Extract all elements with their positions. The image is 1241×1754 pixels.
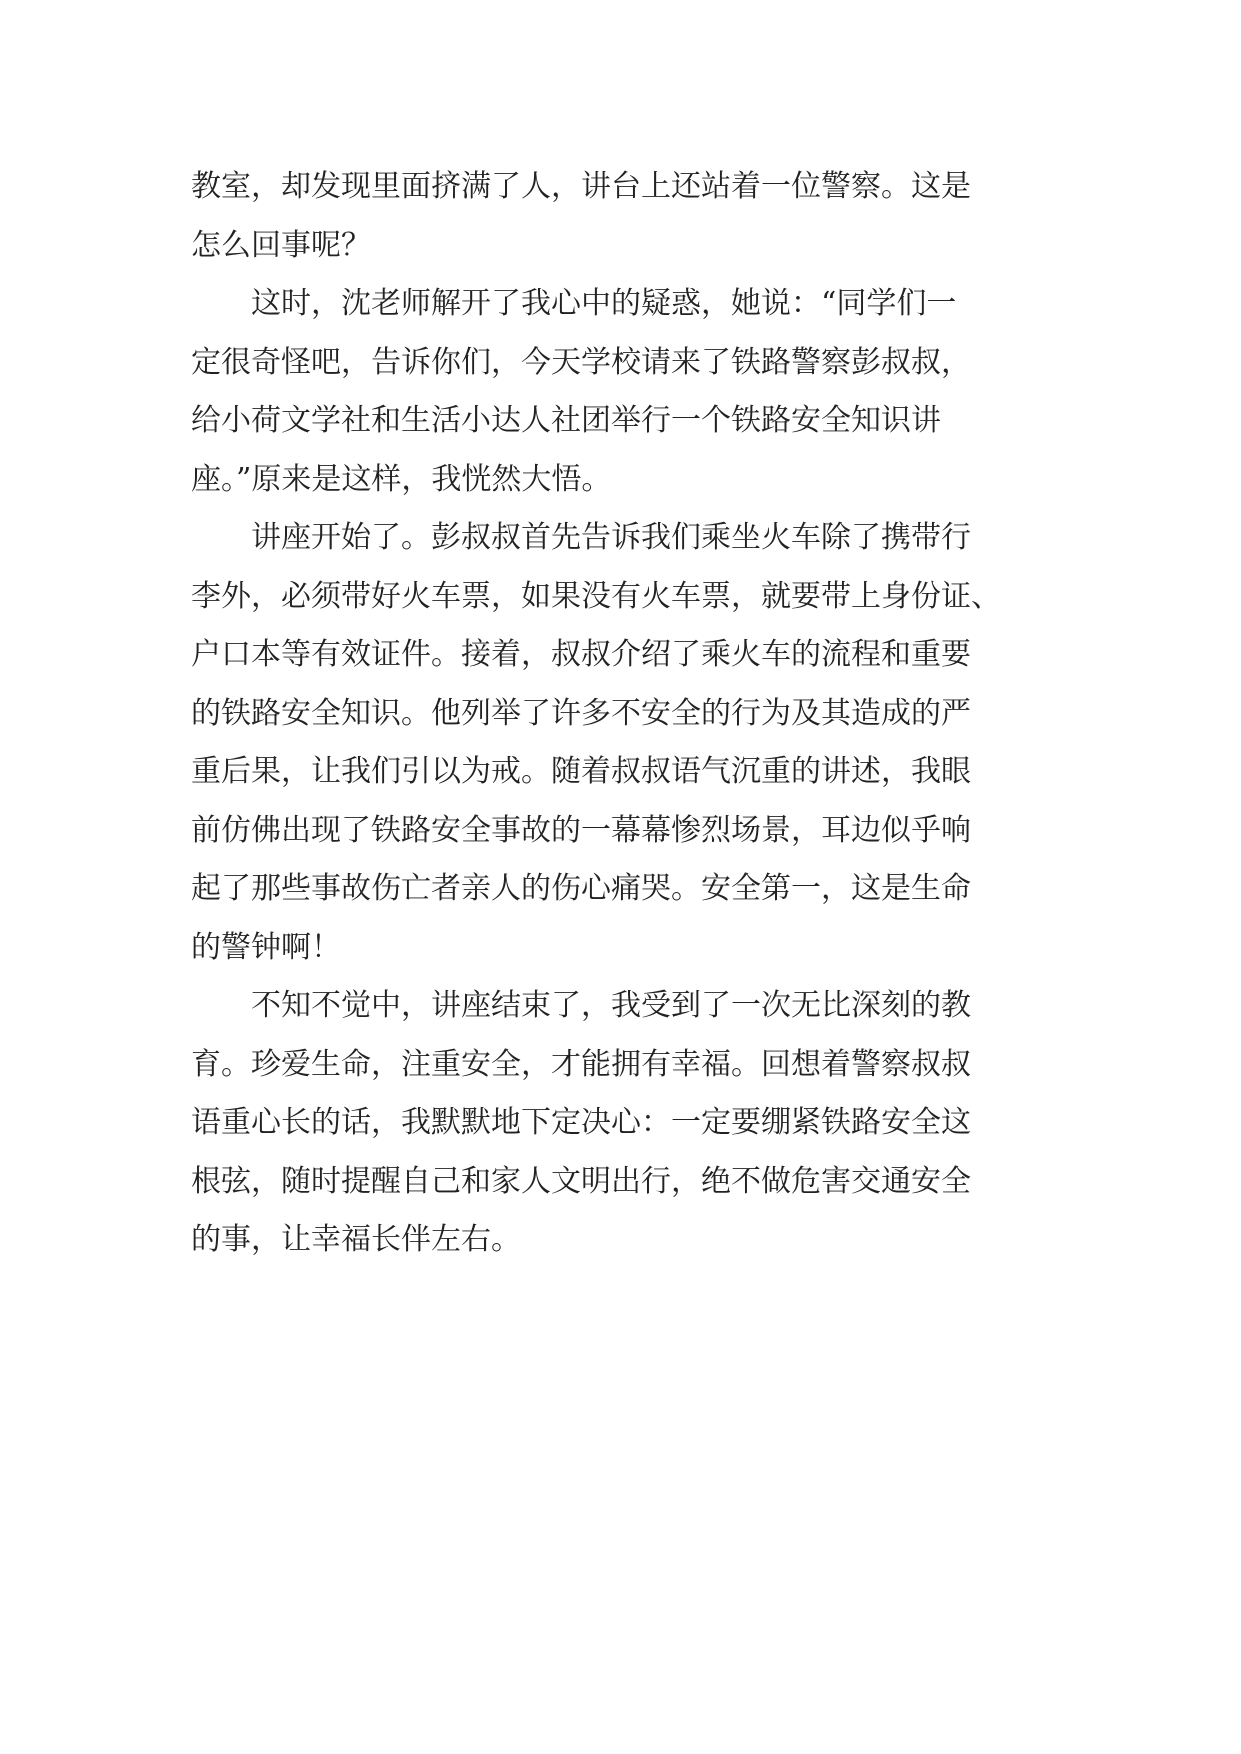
text-line: 的铁路安全知识。他列举了许多不安全的行为及其造成的严 xyxy=(191,695,971,731)
text-line: 根弦，随时提醒自己和家人文明出行，绝不做危害交通安全 xyxy=(191,1163,971,1199)
text-line: 讲座开始了。彭叔叔首先告诉我们乘坐火车除了携带行 xyxy=(191,520,971,555)
text-line: 教室，却发现里面挤满了人，讲台上还站着一位警察。这是 xyxy=(191,169,971,204)
text-line: 怎么回事呢？ xyxy=(191,227,371,263)
text-line: 定很奇怪吧，告诉你们，今天学校请来了铁路警察彭叔叔， xyxy=(191,344,971,380)
text-line: 李外，必须带好火车票，如果没有火车票，就要带上身份证、 xyxy=(191,578,1001,614)
text-line: 座。”原来是这样，我恍然大悟。 xyxy=(191,461,612,497)
text-line: 起了那些事故伤亡者亲人的伤心痛哭。安全第一，这是生命 xyxy=(191,871,971,906)
text-line: 户口本等有效证件。接着，叔叔介绍了乘火车的流程和重要 xyxy=(191,637,971,672)
text-line: 这时，沈老师解开了我心中的疑惑，她说：“同学们一 xyxy=(191,286,957,321)
text-line: 不知不觉中，讲座结束了，我受到了一次无比深刻的教 xyxy=(191,988,971,1023)
text-line: 语重心长的话，我默默地下定决心：一定要绷紧铁路安全这 xyxy=(191,1105,971,1140)
text-line: 育。珍爱生命，注重安全，才能拥有幸福。回想着警察叔叔 xyxy=(191,1046,971,1082)
text-line: 的警钟啊！ xyxy=(191,929,341,965)
text-line: 给小荷文学社和生活小达人社团举行一个铁路安全知识讲 xyxy=(191,403,941,438)
text-line: 的事，让幸福长伴左右。 xyxy=(191,1222,521,1257)
body-text xyxy=(191,158,1051,1270)
text-line: 前仿佛出现了铁路安全事故的一幕幕惨烈场景，耳边似乎响 xyxy=(191,812,971,848)
text-line: 重后果，让我们引以为戒。随着叔叔语气沉重的讲述，我眼 xyxy=(191,754,971,789)
